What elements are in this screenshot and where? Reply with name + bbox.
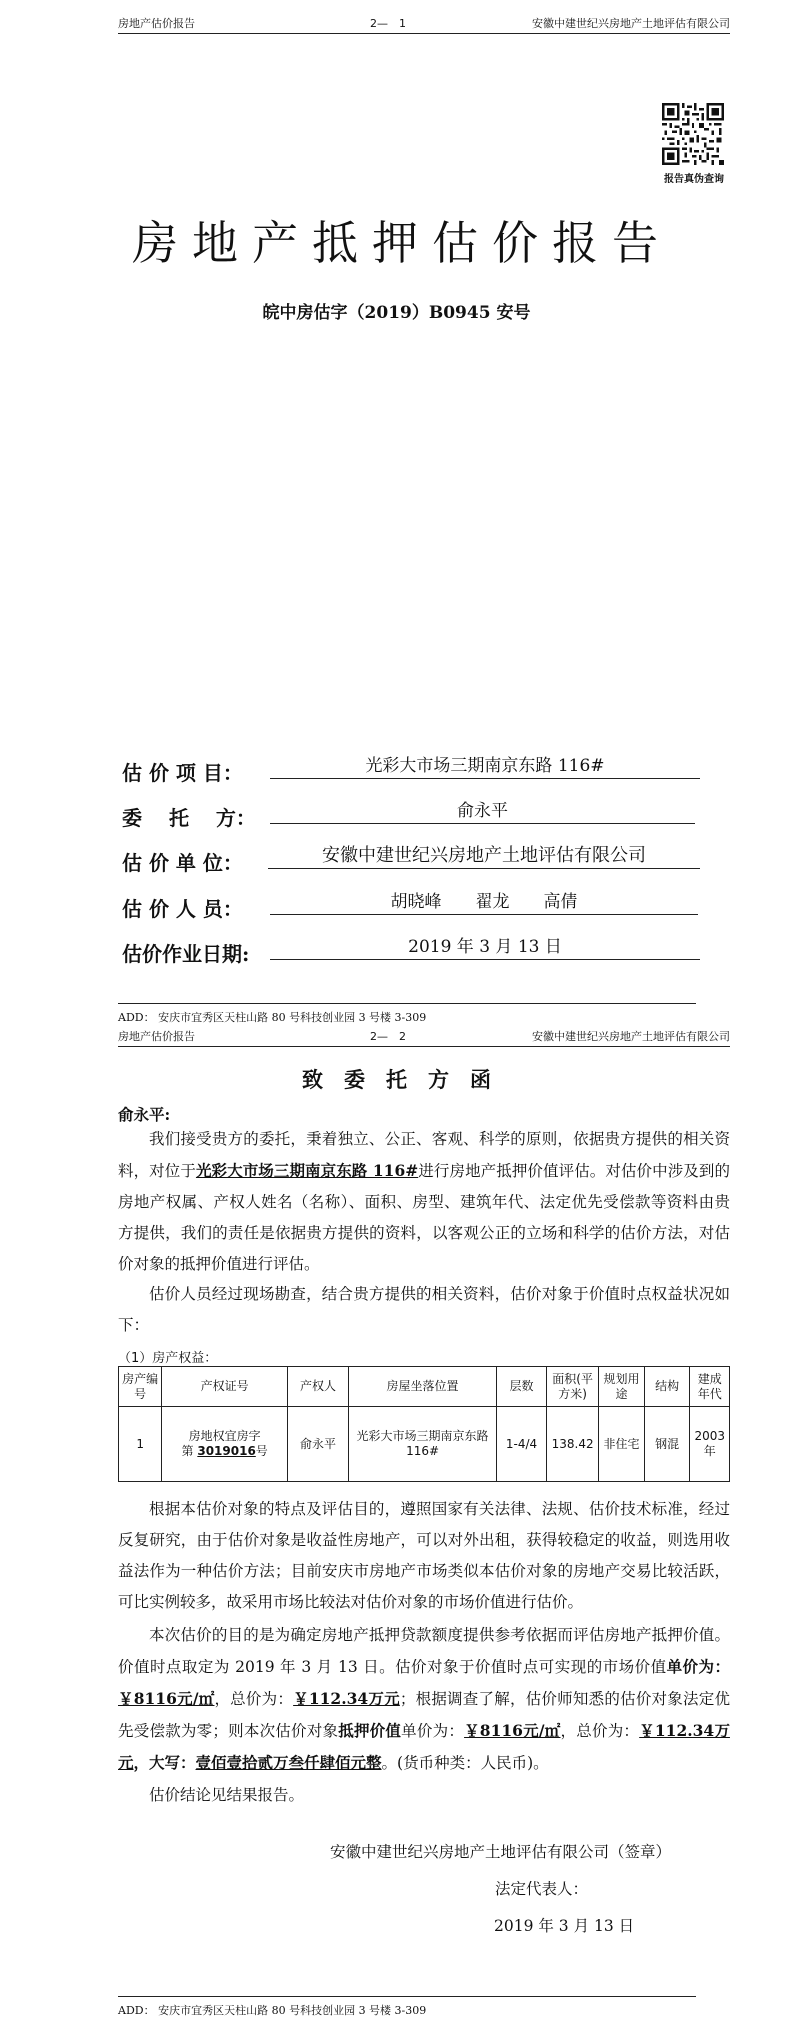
cell-area: 138.42 — [547, 1407, 599, 1482]
cell-cert — [162, 1407, 288, 1482]
letter-paragraph-3: 根据本估价对象的特点及评估目的，遵照国家有关法律、法规、估价技术标准，经过反复研究，由于估价对象是收益性房地产，可以对外出租，获得较稳定的收益，则选用收益法作为一种估价方法；目前安庆市房地产市场类似本估价对象的房地产交易比较活跃，可比实例较多，故采用市场比较法对估价对象的市场价值进行估价。 — [118, 1500, 730, 1611]
cell-structure: 钢混 — [644, 1407, 690, 1482]
signature-legal-rep: 法定代表人： — [495, 1880, 589, 1898]
field-value-appraisers: 胡晓峰 翟龙 高倩 — [270, 890, 698, 915]
table-header: 产权证号 — [162, 1367, 288, 1407]
field-value-date: 2019 年 3 月 13 日 — [270, 935, 700, 960]
para1-address: 光彩大市场三期南京东路 116# — [195, 1161, 419, 1180]
mortgage-value-label: 抵押价值 — [338, 1721, 402, 1740]
qr-code-icon — [662, 103, 724, 169]
report-title: 房地产抵押估价报告 — [132, 216, 672, 270]
market-unit-price: ￥8116元/㎡ — [118, 1689, 215, 1708]
para4-text-c: ，总价为： — [214, 1690, 294, 1708]
cell-year: 2003年 — [690, 1407, 730, 1482]
table-header: 产权人 — [287, 1367, 348, 1407]
cert-prefix: 第 — [181, 1444, 198, 1458]
para4-text-g: ，总价为： — [560, 1722, 640, 1740]
para4-text-f: 单价为： — [401, 1722, 465, 1740]
property-table — [118, 1366, 730, 1482]
para4-unit-label: 单价为： — [666, 1657, 730, 1676]
page1-footer-rule — [118, 1003, 696, 1004]
page1-header-page: 2— 1 — [370, 17, 406, 30]
signature-company: 安徽中建世纪兴房地产土地评估有限公司（签章） — [330, 1843, 672, 1861]
letter-salutation: 俞永平: — [118, 1105, 171, 1124]
cell-location: 光彩大市场三期南京东路 116# — [349, 1407, 497, 1482]
table-header: 面积(平方米) — [547, 1367, 599, 1407]
table-header: 规划用途 — [599, 1367, 645, 1407]
table-header: 建成年代 — [690, 1367, 730, 1407]
page2-footer-address: ADD： 安庆市宜秀区天柱山路 80 号科技创业园 3 号楼 3-309 — [118, 2004, 427, 2017]
cell-floors: 1-4/4 — [496, 1407, 546, 1482]
field-value-client: 俞永平 — [270, 799, 695, 824]
field-label-client: 委 托 方： — [122, 806, 256, 830]
page1-header-right: 安徽中建世纪兴房地产土地评估有限公司 — [532, 17, 730, 30]
mortgage-total-uppercase: 壹佰壹拾贰万叁仟肆佰元整 — [195, 1753, 382, 1772]
field-label-project: 估 价 项 目： — [122, 761, 243, 785]
table-header: 房屋坐落位置 — [349, 1367, 497, 1407]
rights-label: （1）房产权益： — [118, 1351, 218, 1366]
page1-header-rule — [118, 33, 730, 34]
field-label-appraisers: 估 价 人 员： — [122, 897, 243, 921]
letter-paragraph-1 — [118, 1124, 730, 1280]
cell-usage: 非住宅 — [599, 1407, 645, 1482]
page2-header-right: 安徽中建世纪兴房地产土地评估有限公司 — [532, 1030, 730, 1043]
document-number: 皖中房估字（2019）B0945 安号 — [262, 303, 531, 323]
letter-paragraph-2: 估价人员经过现场勘查，结合贵方提供的相关资料，估价对象于价值时点权益状况如下： — [118, 1285, 730, 1334]
para1-text-a: 我们接受贵方的委托，秉着独立、公正、客观、科学的原则，依据贵方提供的相关资料，对位于 — [118, 1130, 730, 1180]
market-total-price: ￥112.34万元 — [293, 1689, 400, 1708]
field-label-date: 估价作业日期: — [122, 942, 250, 966]
cert-suffix: 号 — [255, 1444, 268, 1458]
table-header-row — [119, 1367, 730, 1407]
page1-header-left: 房地产估价报告 — [118, 17, 195, 30]
field-value-firm: 安徽中建世纪兴房地产土地评估有限公司 — [268, 844, 700, 869]
page2-header-left: 房地产估价报告 — [118, 1030, 195, 1043]
table-header: 层数 — [496, 1367, 546, 1407]
letter-paragraph-5: 估价结论见结果报告。 — [149, 1786, 305, 1804]
table-header: 房产编号 — [119, 1367, 162, 1407]
cell-owner: 俞永平 — [287, 1407, 348, 1482]
cell-no: 1 — [119, 1407, 162, 1482]
para4-text-a: 本次估价的目的是为确定房地产抵押贷款额度提供参考依据而评估房地产抵押价值。价值时点取定为 2019 年 3 月 13 日。估价对象于价值时点可实现的市场价值 — [118, 1626, 730, 1676]
qr-caption: 报告真伪查询 — [664, 174, 724, 185]
field-value-project: 光彩大市场三期南京东路 116# — [270, 754, 700, 779]
letter-paragraph-4 — [118, 1620, 730, 1779]
table-row — [119, 1407, 730, 1482]
para1-text-b: 进行房地产抵押价值评估。对估价中涉及到的房地产权属、产权人姓名（名称）、面积、房型、建筑年代、法定优先受偿款等资料由贵方提供，我们的责任是依据贵方提供的资料，以客观公正的立场和科学的估价方法，对估价对象的抵押价值进行评估。 — [118, 1162, 730, 1273]
page1-footer-address: ADD： 安庆市宜秀区天柱山路 80 号科技创业园 3 号楼 3-309 — [118, 1011, 427, 1024]
cert-number: 3019016 — [197, 1444, 256, 1458]
mortgage-total-price: ￥112.34万元 — [118, 1721, 730, 1772]
mortgage-unit-price: ￥8116元/㎡ — [464, 1721, 561, 1740]
table-header: 结构 — [644, 1367, 690, 1407]
cell-cert-line-1: 房地权宜房字 — [188, 1429, 261, 1443]
para4-text-h: ，大写： — [133, 1753, 196, 1772]
para4-text-d: ；根据调查了解，估价师知悉的估价对象法定优先受偿款为零；则本次估价对象 — [118, 1690, 730, 1740]
page2-header-page: 2— 2 — [370, 1030, 406, 1043]
signature-date: 2019 年 3 月 13 日 — [494, 1917, 635, 1935]
page2-header-rule — [118, 1046, 730, 1047]
page2-footer-rule — [118, 1996, 696, 1997]
letter-title: 致 委 托 方 函 — [302, 1067, 491, 1092]
cell-cert-line-2 — [164, 1444, 285, 1459]
field-label-firm: 估 价 单 位： — [122, 851, 243, 875]
para4-text-i: 。(货币种类：人民币)。 — [381, 1754, 549, 1772]
